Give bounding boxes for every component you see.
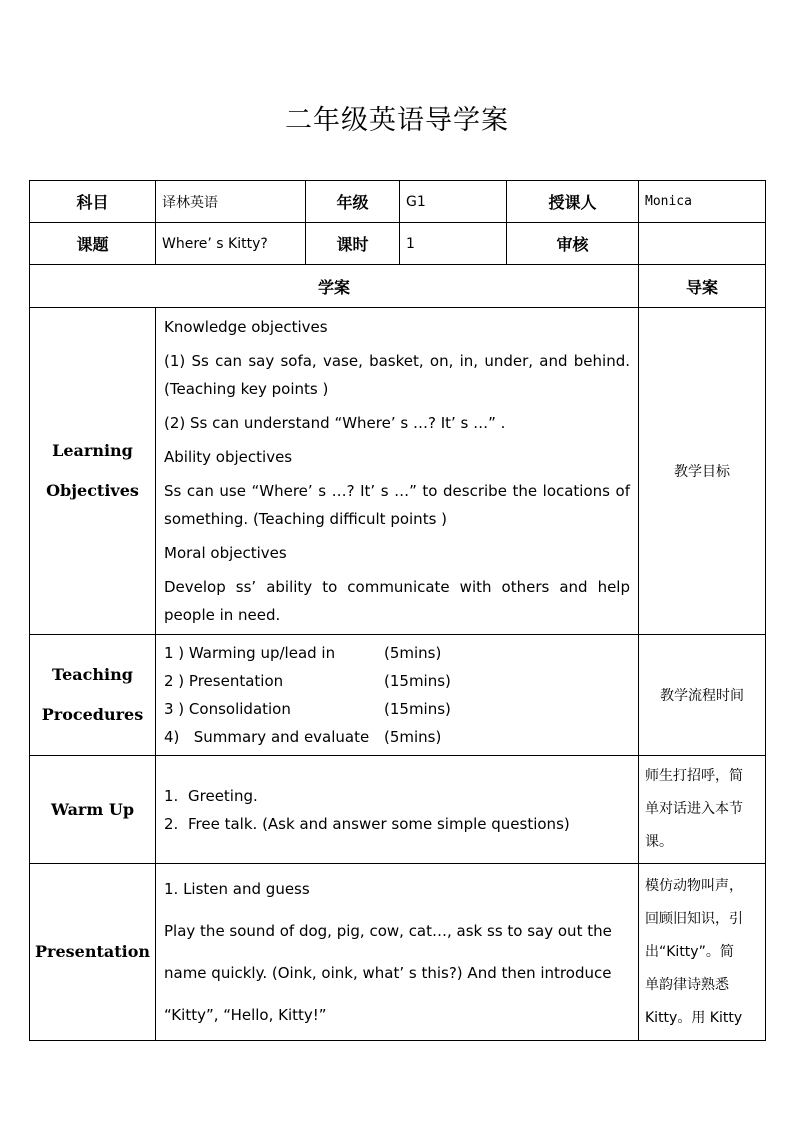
period-value: 1	[400, 223, 507, 265]
warm-up-guide: 师生打招呼，简 单对话进入本节 课。	[639, 756, 766, 864]
teaching-procedures-row	[30, 635, 766, 756]
teaching-procedures-content	[156, 635, 639, 756]
column-header-row	[30, 265, 766, 308]
presentation-guide: 模仿动物叫声， 回顾旧知识，引 出“Kitty”。简 单韵律诗熟悉 Kitty。用 Kitty	[639, 864, 766, 1041]
teaching-procedures-label: Teaching Procedures	[30, 635, 156, 756]
teaching-procedures-guide: 教学流程时间	[639, 635, 766, 756]
objective-line: Moral objectives	[164, 544, 287, 562]
warm-up-row	[30, 756, 766, 864]
teacher-value: Monica	[639, 181, 766, 223]
review-label: 审核	[507, 223, 639, 265]
grade-label: 年级	[306, 181, 400, 223]
presentation-label: Presentation	[30, 864, 156, 1041]
procedure-step: 4) Summary and evaluate (5mins)	[164, 728, 442, 746]
presentation-row	[30, 864, 766, 1041]
list-item: 2. Free talk. (Ask and answer some simple questions)	[164, 814, 570, 833]
procedure-step: 2 ) Presentation (15mins)	[164, 672, 451, 690]
objective-line: (1) Ss can say sofa, vase, basket, on, in, under, and behind. (Teaching key points )	[164, 352, 630, 398]
warm-up-label: Warm Up	[30, 756, 156, 864]
teacher-label: 授课人	[507, 181, 639, 223]
info-row-1	[30, 181, 766, 223]
topic-label: 课题	[30, 223, 156, 265]
presentation-content: 1. Listen and guess Play the sound of dog, pig, cow, cat…, ask ss to say out the name quickly. (Oink, oink, what’ s this?) And then introduce “Kitty”, “Hello, Kitty!”	[156, 864, 639, 1041]
objective-line: Knowledge objectives	[164, 318, 328, 336]
plan-column-header: 学案	[30, 265, 639, 308]
grade-value: G1	[400, 181, 507, 223]
subject-label: 科目	[30, 181, 156, 223]
list-item: 1. Greeting.	[164, 786, 258, 805]
learning-objectives-guide: 教学目标	[639, 308, 766, 635]
objective-line: Ability objectives	[164, 448, 293, 466]
info-row-2	[30, 223, 766, 265]
guide-column-header: 导案	[639, 265, 766, 308]
lesson-plan-table	[29, 180, 766, 1041]
objective-line: (2) Ss can understand “Where’ s …? It’ s …” .	[164, 414, 506, 432]
page-title: 二年级英语导学案	[285, 105, 509, 136]
subject-value: 译林英语	[156, 181, 306, 223]
period-label: 课时	[306, 223, 400, 265]
learning-objectives-content	[156, 308, 639, 635]
warm-up-content	[156, 756, 639, 864]
procedure-step: 1 ) Warming up/lead in (5mins)	[164, 644, 442, 662]
objective-line: Develop ss’ ability to communicate with others and help people in need.	[164, 578, 630, 624]
procedure-step: 3 ) Consolidation (15mins)	[164, 700, 451, 718]
review-value	[639, 223, 766, 265]
topic-value: Where’ s Kitty?	[156, 223, 306, 265]
learning-objectives-row	[30, 308, 766, 635]
objective-line: Ss can use “Where’ s …? It’ s …” to describe the locations of something. (Teaching difficult points )	[164, 482, 630, 528]
learning-objectives-label: Learning Objectives	[30, 308, 156, 635]
